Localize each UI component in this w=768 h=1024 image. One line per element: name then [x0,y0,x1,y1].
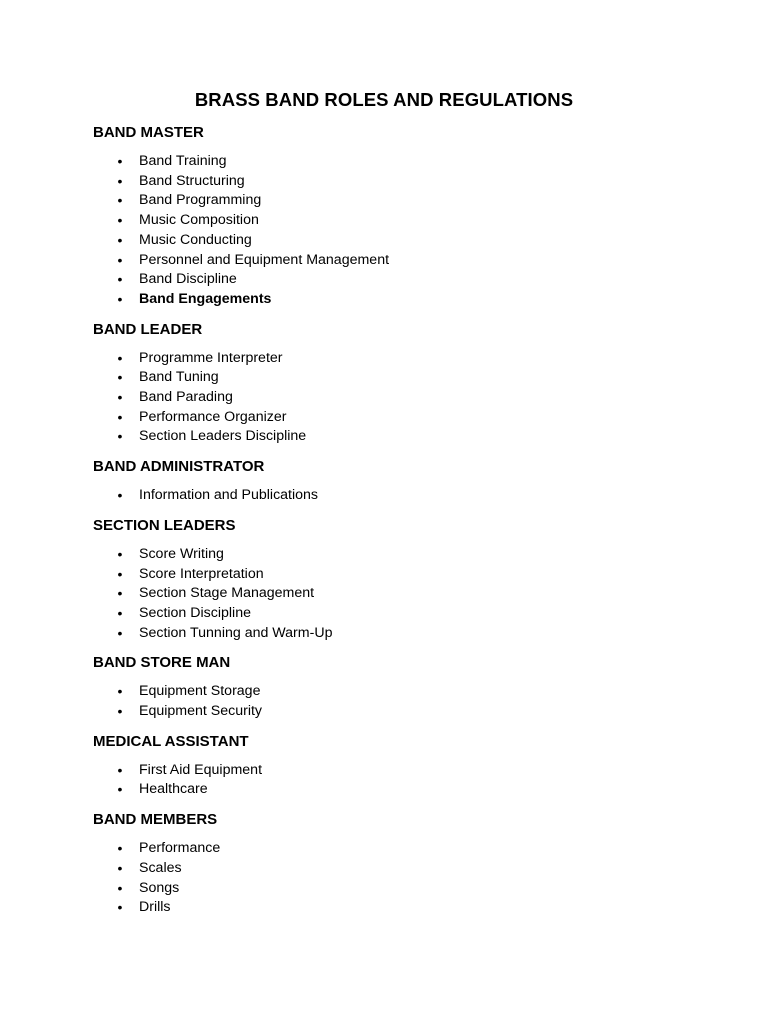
list-item-label: Performance [139,840,221,857]
bullet-icon: • [117,428,123,445]
list-item-label: Band Training [139,153,227,169]
list-item [93,839,675,859]
bullet-icon: • [117,349,123,366]
list-item [93,702,675,722]
bullet-icon: • [117,212,123,229]
list-item-label: Score Interpretation [139,565,264,582]
list-item [93,152,675,172]
document-title: BRASS BAND ROLES AND REGULATIONS [194,89,574,110]
list-item-label: Equipment Security [139,703,263,720]
bullet-icon: • [117,624,123,641]
list-item [93,584,675,604]
list-item [93,565,675,585]
list-item-label: Programme Interpreter [139,349,283,366]
list-item-label: Personnel and Equipment Management [139,251,390,268]
list-item [93,898,675,918]
list-item-label: Healthcare [139,781,208,798]
bullet-icon: • [117,703,123,720]
list-item [93,780,675,800]
list-item [93,427,675,447]
duty-list [93,761,675,800]
list-item-label: Section Tunning and Warm-Up [139,624,333,641]
list-item-label: Section Leaders Discipline [139,428,307,445]
role-section [93,653,675,721]
bullet-icon: • [117,251,123,268]
bullet-icon: • [117,840,123,857]
bullet-icon: • [117,683,123,700]
bullet-icon: • [117,565,123,582]
bullet-icon: • [117,604,123,621]
list-item [93,191,675,211]
role-section [93,457,675,506]
bullet-icon: • [117,879,123,896]
role-section [93,320,675,448]
list-item [93,290,675,310]
role-section [93,732,675,800]
list-item-label: First Aid Equipment [139,761,263,778]
document-page [93,88,675,928]
list-item [93,682,675,702]
bullet-icon: • [117,859,123,876]
list-item [93,211,675,231]
list-item-label: Section Discipline [139,604,251,621]
bullet-icon: • [117,153,123,169]
list-item [93,604,675,624]
list-item-label: Band Engagements [139,290,272,307]
duty-list [93,486,675,506]
duty-list [93,682,675,721]
sections-container [93,123,675,918]
list-item [93,624,675,644]
list-item [93,231,675,251]
list-item [93,251,675,271]
list-item-label: Songs [139,879,180,896]
section-heading: BAND STORE MAN [93,654,231,672]
role-section [93,123,675,310]
role-section [93,810,675,918]
list-item-label: Drills [139,899,171,916]
duty-list [93,349,675,448]
section-heading: BAND MEMBERS [93,811,218,829]
bullet-icon: • [117,271,123,288]
section-heading: MEDICAL ASSISTANT [93,732,249,750]
bullet-icon: • [117,545,123,562]
list-item [93,761,675,781]
bullet-icon: • [117,585,123,602]
list-item [93,545,675,565]
section-heading: BAND LEADER [93,320,203,338]
list-item [93,408,675,428]
list-item [93,172,675,192]
bullet-icon: • [117,172,123,189]
bullet-icon: • [117,231,123,248]
list-item-label: Band Parading [139,389,233,406]
duty-list [93,545,675,644]
bullet-icon: • [117,290,123,307]
role-section [93,516,675,644]
list-item-label: Band Programming [139,192,262,209]
duty-list [93,152,675,310]
list-item [93,388,675,408]
list-item [93,368,675,388]
list-item-label: Score Writing [139,545,224,562]
bullet-icon: • [117,487,123,504]
list-item-label: Information and Publications [139,487,319,504]
list-item [93,879,675,899]
list-item-label: Band Structuring [139,172,245,189]
bullet-icon: • [117,899,123,916]
list-item-label: Equipment Storage [139,683,261,700]
bullet-icon: • [117,192,123,209]
list-item [93,270,675,290]
bullet-icon: • [117,408,123,425]
list-item-label: Band Tuning [139,369,219,386]
list-item-label: Band Discipline [139,271,237,288]
duty-list [93,839,675,918]
list-item-label: Section Stage Management [139,585,315,602]
list-item-label: Performance Organizer [139,408,287,425]
section-heading: SECTION LEADERS [93,516,236,534]
bullet-icon: • [117,781,123,798]
list-item-label: Music Composition [139,212,259,229]
bullet-icon: • [117,389,123,406]
bullet-icon: • [117,761,123,778]
list-item-label: Music Conducting [139,231,252,248]
list-item [93,486,675,506]
bullet-icon: • [117,369,123,386]
section-heading: BAND MASTER [93,124,204,141]
list-item [93,859,675,879]
section-heading: BAND ADMINISTRATOR [93,458,265,476]
list-item-label: Scales [139,859,182,876]
list-item [93,349,675,369]
